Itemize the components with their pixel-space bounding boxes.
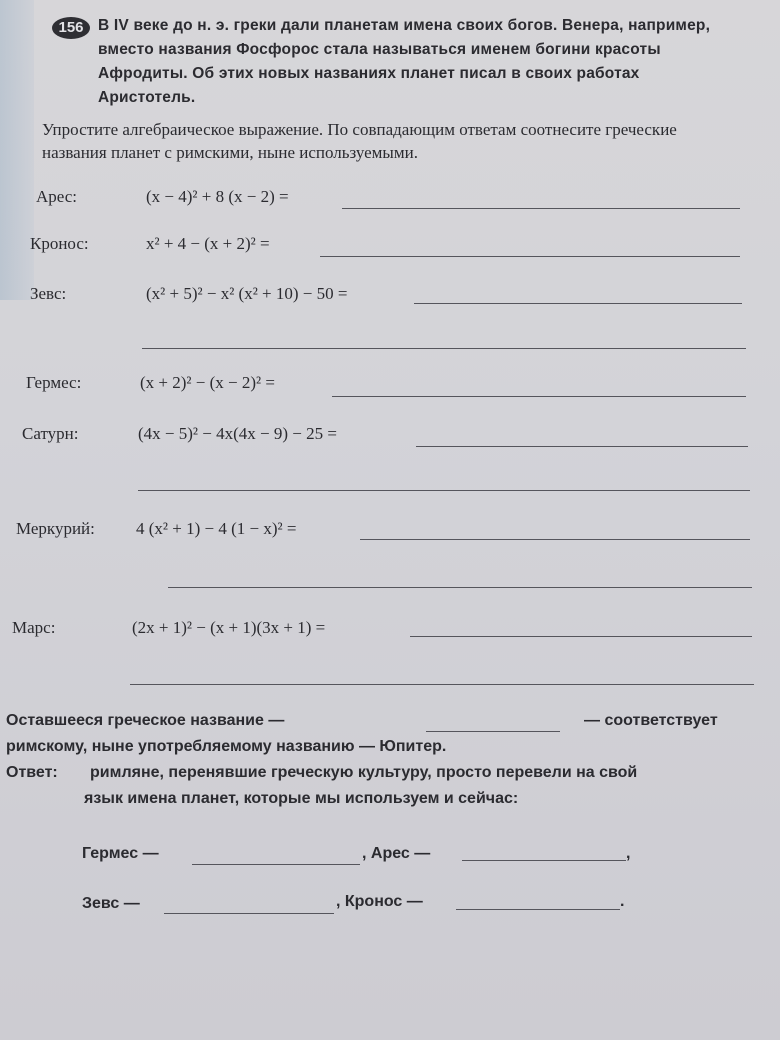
answer-text-line2: язык имена планет, которые мы используем и сейчас: <box>84 790 519 807</box>
answer-line-zeus-2[interactable] <box>142 348 746 349</box>
answer-line-saturn-2[interactable] <box>138 490 750 491</box>
remaining-text-part1: Оставшееся греческое название — <box>6 712 285 729</box>
answer-line-zeus[interactable] <box>414 303 742 304</box>
expression-ares: (x − 4)² + 8 (x − 2) = <box>146 187 289 206</box>
pair-period: . <box>620 893 625 910</box>
expression-kronos: x² + 4 − (x + 2)² = <box>146 234 270 253</box>
answer-line-mercury[interactable] <box>360 539 750 540</box>
expression-mercury: 4 (x² + 1) − 4 (1 − x)² = <box>136 519 297 538</box>
expression-zeus: (x² + 5)² − x² (x² + 10) − 50 = <box>146 284 348 303</box>
expression-hermes: (x + 2)² − (x − 2)² = <box>140 373 275 392</box>
answer-text-line1: римляне, перенявшие греческую культуру, просто перевели на свой <box>90 764 638 781</box>
pair-label-ares: , Арес — <box>362 845 431 862</box>
planet-label-mars: Марс: <box>12 618 56 637</box>
answer-line-mars[interactable] <box>410 636 752 637</box>
answer-label: Ответ: <box>6 764 58 781</box>
planet-label-ares: Арес: <box>36 187 78 206</box>
answer-line-hermes[interactable] <box>332 396 746 397</box>
pair-comma-1: , <box>626 845 631 862</box>
task-instruction: Упростите алгебраическое выражение. По совпадающим ответам соотнесите греческие названия планет с римскими, ныне используемыми. <box>42 120 677 162</box>
remaining-name-line[interactable] <box>426 731 560 732</box>
pair-label-zeus: Зевс — <box>82 895 140 912</box>
expression-saturn: (4x − 5)² − 4x(4x − 9) − 25 = <box>138 424 337 443</box>
planet-label-hermes: Гермес: <box>26 373 82 392</box>
problem-number-badge: 156 <box>52 17 90 39</box>
remaining-text-part2: — соответствует <box>584 712 718 729</box>
pair-line-kronos[interactable] <box>456 909 620 910</box>
planet-label-mercury: Меркурий: <box>16 519 95 538</box>
answer-line-saturn[interactable] <box>416 446 748 447</box>
pair-line-zeus[interactable] <box>164 913 334 914</box>
page-edge-shadow <box>0 0 34 300</box>
answer-line-mars-2[interactable] <box>130 684 754 685</box>
planet-label-kronos: Кронос: <box>30 234 89 253</box>
expression-mars: (2x + 1)² − (x + 1)(3x + 1) = <box>132 618 326 637</box>
answer-line-kronos[interactable] <box>320 256 740 257</box>
answer-line-mercury-2[interactable] <box>168 587 752 588</box>
remaining-text-part3: римскому, ныне употребляемому названию — Юпитер. <box>6 738 447 755</box>
planet-label-zeus: Зевс: <box>30 284 67 303</box>
problem-intro: В IV веке до н. э. греки дали планетам имена своих богов. Венера, например, вместо названия Фосфорос стала называться именем богини красоты Афродиты. Об этих новых названиях планет писал в своих работах Аристотель. <box>98 17 711 106</box>
pair-label-kronos: , Кронос — <box>336 893 423 910</box>
answer-line-ares[interactable] <box>342 208 740 209</box>
planet-label-saturn: Сатурн: <box>22 424 79 443</box>
pair-label-hermes: Гермес — <box>82 845 159 862</box>
pair-line-hermes[interactable] <box>192 864 360 865</box>
pair-line-ares[interactable] <box>462 860 626 861</box>
